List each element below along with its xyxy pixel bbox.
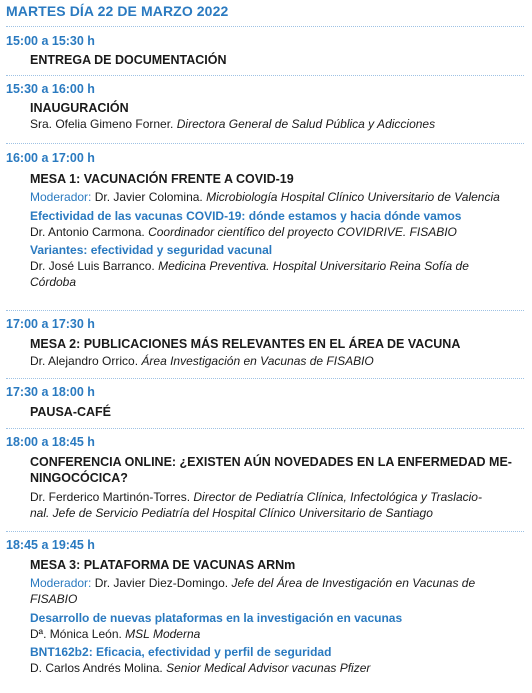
speaker-role: Senior Medical Advisor vacunas Pfizer xyxy=(166,661,371,675)
speaker-role: Córdoba xyxy=(30,275,77,289)
section-divider xyxy=(6,378,524,379)
moderator-name: Dr. Javier Diez-Domingo. xyxy=(94,576,229,590)
speaker-name: Dr. José Luis Barranco. xyxy=(30,259,155,273)
speaker-name: Dr. Ferderico Martinón-Torres. xyxy=(30,490,191,504)
session-time: 15:00 a 15:30 h xyxy=(6,34,95,48)
speaker-line xyxy=(30,224,524,240)
section-divider xyxy=(6,428,524,429)
moderator-role: Microbiología Hospital Clínico Universitario de Valencia xyxy=(206,190,500,204)
talk-title: Desarrollo de nuevas plataformas en la investigación en vacunas xyxy=(30,611,403,625)
day-title: MARTES DÍA 22 DE MARZO 2022 xyxy=(6,3,229,19)
section-divider xyxy=(6,143,524,144)
session-time: 15:30 a 16:00 h xyxy=(6,82,95,96)
session-heading: PAUSA-CAFÉ xyxy=(30,405,112,419)
speaker-role-continuation xyxy=(30,505,524,521)
speaker-line xyxy=(30,353,524,369)
moderator-label: Moderador: xyxy=(30,576,92,590)
talk-title: Efectividad de las vacunas COVID-19: dónde estamos y hacia dónde vamos xyxy=(30,209,462,223)
session-time: 16:00 a 17:00 h xyxy=(6,151,95,165)
session-heading-continuation: NINGOCÓCICA? xyxy=(30,471,128,485)
speaker-role: Coordinador científico del proyecto COVIDRIVE. FISABIO xyxy=(148,225,457,239)
section-divider xyxy=(6,26,524,27)
session-time: 17:30 a 18:00 h xyxy=(6,385,95,399)
speaker-name: Sra. Ofelia Gimeno Forner. xyxy=(30,117,174,131)
session-5 xyxy=(6,384,524,420)
speaker-role: Director de Pediatría Clínica, Infectológica y Traslacio- xyxy=(193,490,482,504)
talk-title: BNT162b2: Eficacia, efectividad y perfil de seguridad xyxy=(30,645,332,659)
session-heading: MESA 1: VACUNACIÓN FRENTE A COVID-19 xyxy=(30,172,294,186)
talk-title: Variantes: efectividad y seguridad vacunal xyxy=(30,243,273,257)
session-3 xyxy=(6,150,524,290)
speaker-line xyxy=(30,489,524,505)
session-6 xyxy=(6,434,524,521)
session-4 xyxy=(6,316,524,369)
speaker-name: Dr. Antonio Carmona. xyxy=(30,225,145,239)
session-heading: MESA 3: PLATAFORMA DE VACUNAS ARNm xyxy=(30,558,296,572)
section-divider xyxy=(6,310,524,311)
speaker-line xyxy=(30,626,524,642)
speaker-role: MSL Moderna xyxy=(125,627,201,641)
moderator-line xyxy=(30,189,524,205)
session-time: 17:00 a 17:30 h xyxy=(6,317,95,331)
speaker-role: nal. Jefe de Servicio Pediatría del Hospital Clínico Universitario de Santiago xyxy=(30,506,433,520)
moderator-role: FISABIO xyxy=(30,592,78,606)
session-time: 18:45 a 19:45 h xyxy=(6,538,95,552)
speaker-role: Medicina Preventiva. Hospital Universitario Reina Sofía de xyxy=(158,259,469,273)
speaker-line xyxy=(30,116,524,132)
moderator-role: Jefe del Área de Investigación en Vacunas de xyxy=(231,576,476,590)
speaker-role: Área Investigación en Vacunas de FISABIO xyxy=(141,354,374,368)
section-divider xyxy=(6,531,524,532)
session-heading: ENTREGA DE DOCUMENTACIÓN xyxy=(30,53,227,67)
section-divider xyxy=(6,75,524,76)
speaker-name: Dr. Alejandro Orrico. xyxy=(30,354,139,368)
moderator-line xyxy=(30,575,524,591)
speaker-name: D. Carlos Andrés Molina. xyxy=(30,661,163,675)
session-heading: INAUGURACIÓN xyxy=(30,101,129,115)
session-2 xyxy=(6,81,524,132)
moderator-label: Moderador: xyxy=(30,190,92,204)
session-time: 18:00 a 18:45 h xyxy=(6,435,95,449)
speaker-role-continuation xyxy=(30,274,524,290)
speaker-line xyxy=(30,660,524,676)
moderator-name: Dr. Javier Colomina. xyxy=(94,190,203,204)
speaker-name: Dª. Mónica León. xyxy=(30,627,122,641)
speaker-role: Directora General de Salud Pública y Adicciones xyxy=(176,117,436,131)
session-7 xyxy=(6,537,524,676)
moderator-role-continuation xyxy=(30,591,524,607)
session-heading: MESA 2: PUBLICACIONES MÁS RELEVANTES EN EL ÁREA DE VACUNA xyxy=(30,337,461,351)
session-heading: CONFERENCIA ONLINE: ¿EXISTEN AÚN NOVEDADES EN LA ENFERMEDAD ME- xyxy=(30,455,512,469)
speaker-line xyxy=(30,258,524,274)
session-1 xyxy=(6,33,524,68)
